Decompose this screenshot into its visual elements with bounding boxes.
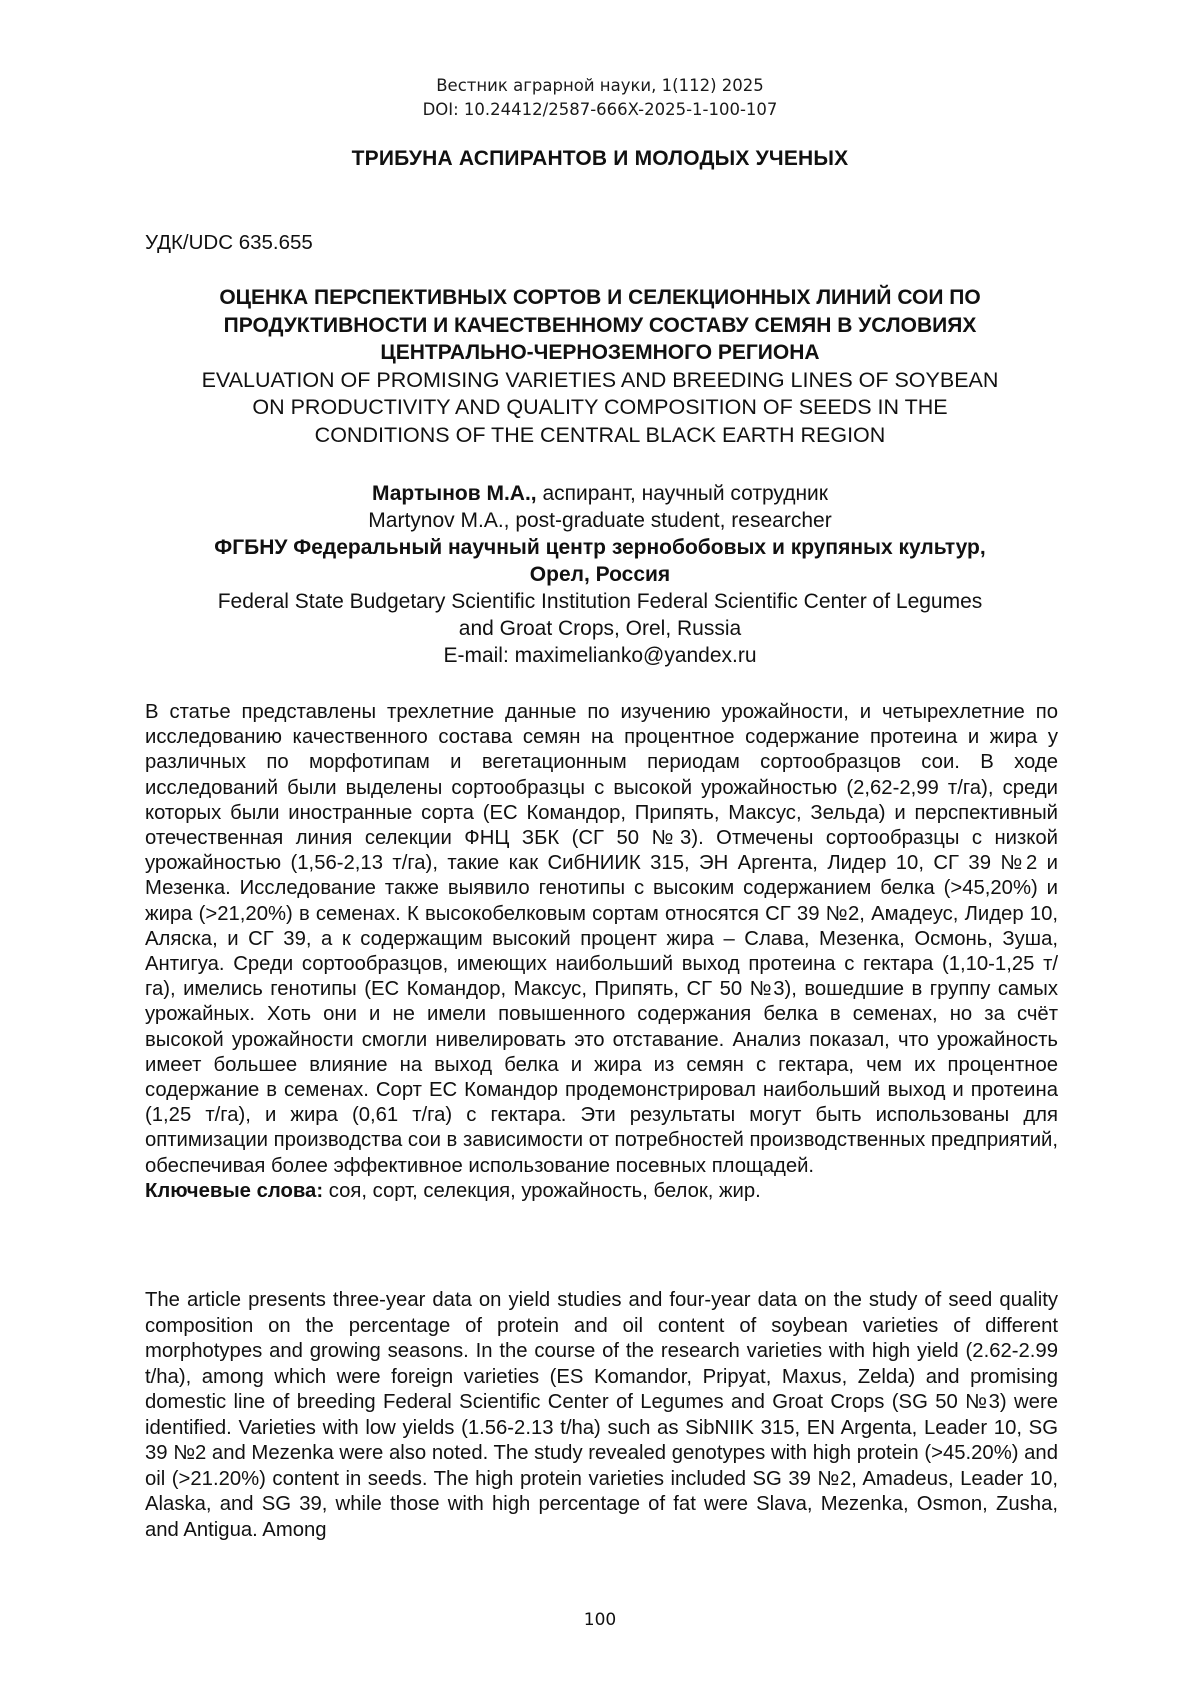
doi-line: DOI: 10.24412/2587-666X-2025-1-100-107: [422, 100, 778, 119]
keywords-text: соя, сорт, селекция, урожайность, белок, жир.: [323, 1179, 761, 1202]
abstract-ru: В статье представлены трехлетние данные по изучению урожайности, и четырехлетние по исследованию качественного состава семян на процентное содержание протеина и жира у различных по морфотипам и вегетационным периодам сортообразцов сои. В ходе исследований были выделены сортообразцы с высокой урожайностью (2,62-2,99 т/га), среди которых были иностранные сорта (ЕС Командор, Припять, Максус, Зельда) и перспективный отечественная линия селекции ФНЦ ЗБК (СГ 50 №3). Отмечены сортообразцы с низкой урожайностью (1,56-2,13 т/га), такие как СибНИИК 315, ЭН Аргента, Лидер 10, СГ 39 №2 и Мезенка. Исследование также выявило генотипы с высоким содержанием белка (>45,20%) и жира (>21,20%) в семенах. К высокобелковым сортам относятся СГ 39 №2, Амадеус, Лидер 10, Аляска, и СГ 39, а к содержащим высокий процент жира – Слава, Мезенка, Осмонь, Зуша, Антигуа. Среди сортообразцов, имеющих наибольший выход протеина с гектара (1,10-1,25 т/га), имелись генотипы (ЕС Командор, Максус, Припять, СГ 50 №3), вошедшие в группу самых урожайных. Хоть они и не имели повышенного содержания белка в семенах, но за счёт высокой урожайности смогли нивелировать это отставание. Анализ показал, что урожайность имеет большее влияние на выход белка и жира из семян с гектара, чем их процентное содержание в семенах. Сорт ЕС Командор продемонстрировал наибольший выход и протеина (1,25 т/га), и жира (0,61 т/га) с гектара. Эти результаты могут быть использованы для оптимизации производства сои в зависимости от потребностей производственных предприятий, обеспечивая более эффективное использование посевных площадей.: [145, 701, 1058, 1177]
section-title: ТРИБУНА АСПИРАНТОВ И МОЛОДЫХ УЧЕНЫХ: [351, 147, 849, 170]
journal-header: [0, 74, 1200, 122]
abstract-en-section: [145, 1288, 1058, 1543]
abstract-ru-section: [145, 700, 1058, 1204]
author-name-ru: Мартынов М.А.,: [372, 482, 537, 505]
keywords-ru: [145, 1179, 1058, 1204]
udc-code: УДК/UDC 635.655: [145, 231, 313, 254]
title-en-line: CONDITIONS OF THE CENTRAL BLACK EARTH REGION: [314, 422, 886, 447]
abstract-en: The article presents three-year data on yield studies and four-year data on the study of seed quality composition on the percentage of protein and oil content of soybean varieties of different morphotypes and growing seasons. In the course of the research varieties with high yield (2.62-2.99 t/ha), among which were foreign varieties (ES Komandor, Pripyat, Maxus, Zelda) and promising domestic line of breeding Federal Scientific Center of Legumes and Groat Crops (SG 50 №3) were identified. Varieties with low yields (1.56-2.13 t/ha) such as SibNIIK 315, EN Argenta, Leader 10, SG 39 №2 and Mezenka were also noted. The study revealed genotypes with high protein (>45.20%) and oil (>21.20%) content in seeds. The high protein varieties included SG 39 №2, Amadeus, Leader 10, Alaska, and SG 39, while those with high percentage of fat were Slava, Mezenka, Osmon, Zusha, and Antigua. Among: [145, 1289, 1058, 1541]
title-ru-line: ЦЕНТРАЛЬНО-ЧЕРНОЗЕМНОГО РЕГИОНА: [380, 341, 820, 364]
title-en-line: ON PRODUCTIVITY AND QUALITY COMPOSITION OF SEEDS IN THE: [252, 395, 948, 419]
author-affiliation-block: [120, 480, 1080, 669]
title-ru-line: ПРОДУКТИВНОСТИ И КАЧЕСТВЕННОМУ СОСТАВУ СЕМЯН В УСЛОВИЯХ: [223, 313, 977, 337]
author-role-ru: аспирант, научный сотрудник: [536, 482, 828, 505]
author-ru: [120, 480, 1080, 507]
page-number: 100: [583, 1610, 617, 1630]
author-en: Martynov M.A., post-graduate student, researcher: [368, 509, 832, 532]
journal-citation: Вестник аграрной науки, 1(112) 2025: [436, 76, 764, 95]
affiliation-ru-line: ФГБНУ Федеральный научный центр зернобобовых и крупяных культур,: [214, 536, 986, 559]
article-title: [120, 284, 1080, 449]
title-en: [120, 367, 1080, 450]
author-email: E-mail: maximelianko@yandex.ru: [443, 644, 757, 667]
title-en-line: EVALUATION OF PROMISING VARIETIES AND BREEDING LINES OF SOYBEAN: [201, 367, 999, 392]
affiliation-ru-line: Орел, Россия: [529, 563, 671, 586]
keywords-label: Ключевые слова:: [145, 1179, 324, 1202]
title-ru: [120, 284, 1080, 367]
affiliation-en-line: and Groat Crops, Orel, Russia: [458, 617, 742, 640]
affiliation-en-line: Federal State Budgetary Scientific Institution Federal Scientific Center of Legumes: [217, 590, 983, 613]
title-ru-line: ОЦЕНКА ПЕРСПЕКТИВНЫХ СОРТОВ И СЕЛЕКЦИОННЫХ ЛИНИЙ СОИ ПО: [219, 286, 981, 309]
